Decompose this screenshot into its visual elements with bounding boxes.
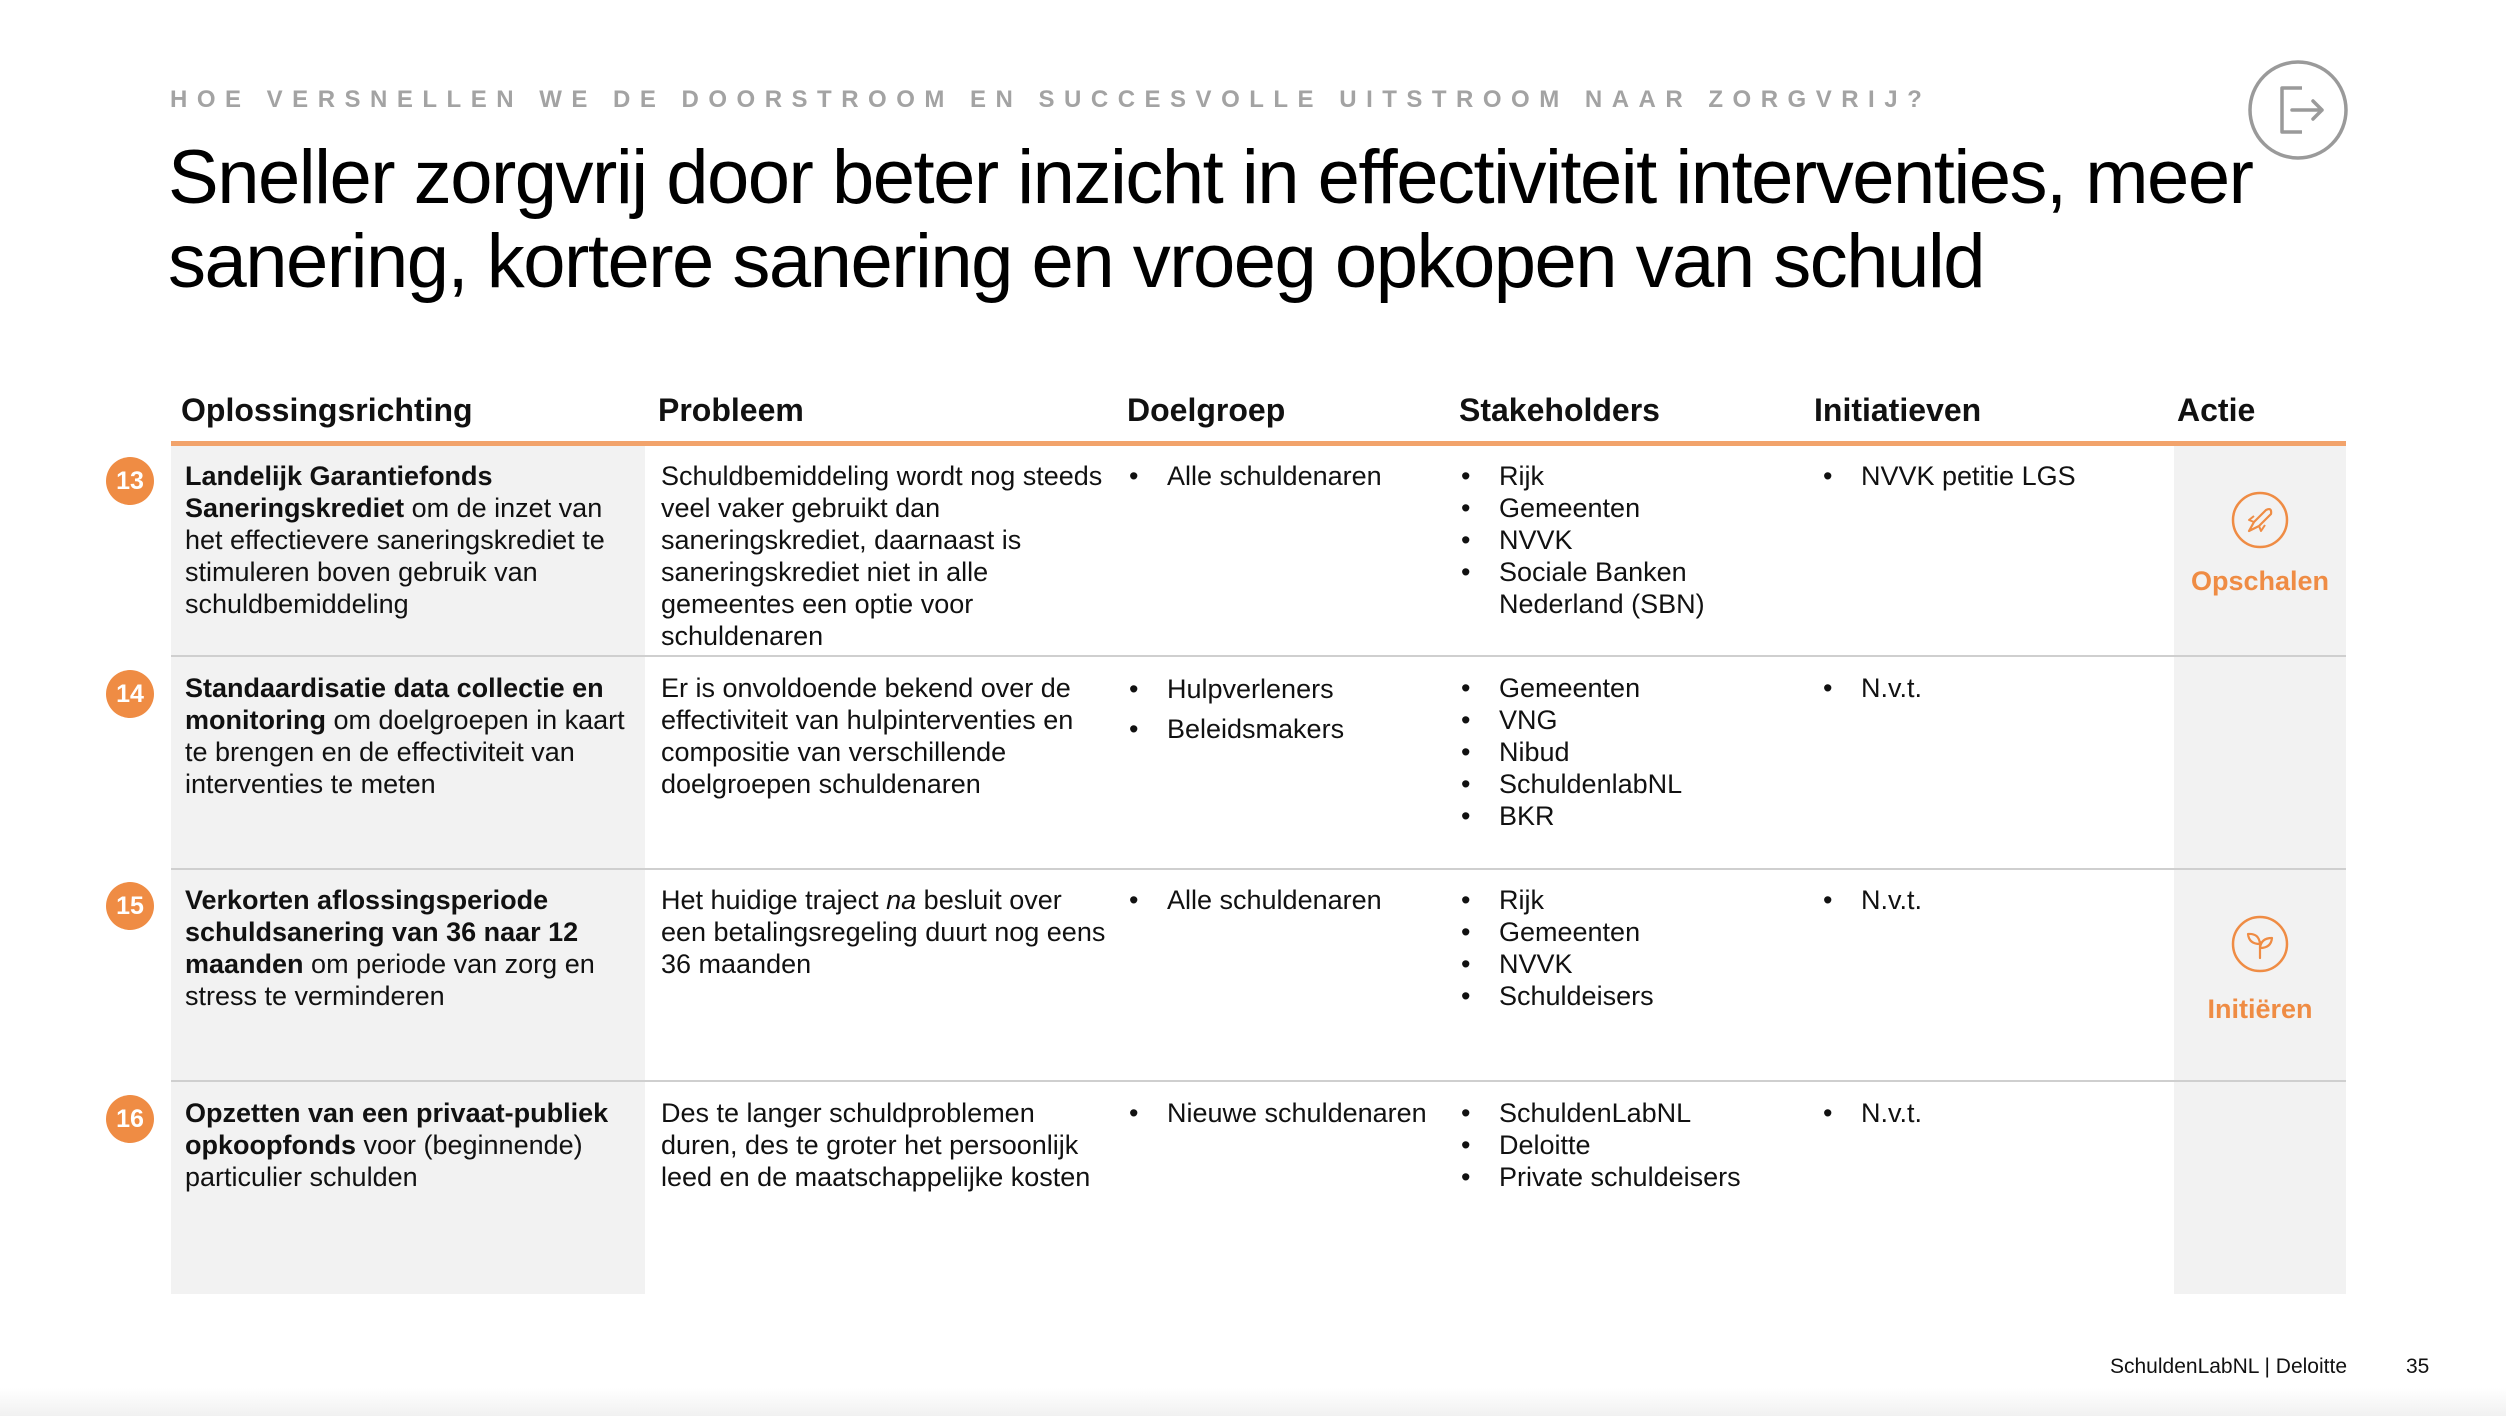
- initiative-item: • NVVK petitie LGS: [1823, 460, 2163, 492]
- stakeholder-item: • Gemeenten: [1461, 672, 1806, 704]
- row-number-badge: 15: [106, 882, 154, 930]
- target-group-item: • Hulpverleners: [1129, 673, 1449, 705]
- solution-cell: [185, 884, 635, 1012]
- action-label-opschalen: Opschalen: [2190, 566, 2330, 596]
- initiative-list: [1823, 1097, 2163, 1129]
- header-divider: [171, 441, 2346, 446]
- stakeholder-item: • Deloitte: [1461, 1129, 1806, 1161]
- problem-text: Schuldbemiddeling wordt nog steeds veel vaker gebruikt dan saneringskrediet, daarnaast is saneringskrediet niet in alle gemeentes een optie voor schuldenaren: [661, 461, 1103, 651]
- stakeholder-item: • NVVK: [1461, 524, 1806, 556]
- initiative-item: • N.v.t.: [1823, 1097, 2163, 1129]
- bottom-shade: [0, 1388, 2506, 1416]
- header-initiatieven: Initiatieven: [1814, 392, 1982, 428]
- stakeholder-item: • Private schuldeisers: [1461, 1161, 1806, 1193]
- target-group-item: • Alle schuldenaren: [1129, 460, 1449, 492]
- solution-cell: [185, 1097, 635, 1193]
- initiative-list: [1823, 672, 2163, 704]
- problem-text: besluit over een betalingsregeling duurt nog eens 36 maanden: [661, 885, 1106, 979]
- initiative-list: [1823, 884, 2163, 916]
- sprout-icon: [2230, 914, 2290, 974]
- row-number-badge: 14: [106, 670, 154, 718]
- page-title: Sneller zorgvrij door beter inzicht in effectiviteit interventies, meer sanering, kortere sanering en vroeg opkopen van schuld: [168, 135, 2253, 304]
- solution-title: Opzetten van een privaat-publiek opkoopfonds: [185, 1098, 609, 1160]
- stakeholder-item: • Gemeenten: [1461, 916, 1806, 948]
- initiative-item: • N.v.t.: [1823, 884, 2163, 916]
- solution-description: voor (beginnende) particulier schulden: [185, 1130, 583, 1192]
- row-number-badge: 16: [106, 1095, 154, 1143]
- problem-cell: [661, 672, 1111, 800]
- solutions-table: [116, 380, 2346, 1294]
- problem-emphasis: na: [886, 885, 917, 915]
- solution-title: Standaardisatie data collectie en monitoring: [185, 673, 604, 735]
- solution-title: Landelijk Garantiefonds Saneringskrediet: [185, 461, 493, 523]
- target-group-list: [1129, 460, 1449, 492]
- initiative-item: • N.v.t.: [1823, 672, 2163, 704]
- page-number: 35: [2406, 1355, 2430, 1378]
- target-group-item: • Nieuwe schuldenaren: [1129, 1097, 1449, 1129]
- footer-source: SchuldenLabNL | Deloitte: [2110, 1355, 2347, 1378]
- header-doelgroep: Doelgroep: [1127, 392, 1286, 428]
- stakeholder-item: • Gemeenten: [1461, 492, 1806, 524]
- section-subtitle: HOE VERSNELLEN WE DE DOORSTROOM EN SUCCESVOLLE UITSTROOM NAAR ZORGVRIJ?: [170, 86, 1932, 113]
- exit-icon[interactable]: [2246, 58, 2350, 162]
- problem-text: Des te langer schuldproblemen duren, des te groter het persoonlijk leed en de maatschappelijke kosten: [661, 1098, 1091, 1192]
- header-actie: Actie: [2177, 392, 2256, 428]
- target-group-list: [1129, 673, 1449, 745]
- action-label-initieren: Initiëren: [2207, 994, 2313, 1024]
- solution-description: om de inzet van het effectievere saneringskrediet te stimuleren boven gebruik van schuldbemiddeling: [185, 493, 605, 619]
- stakeholder-item: • NVVK: [1461, 948, 1806, 980]
- stakeholder-list: [1461, 460, 1806, 620]
- header-stakeholders: Stakeholders: [1459, 392, 1660, 428]
- initiative-list: [1823, 460, 2163, 492]
- stakeholder-list: [1461, 672, 1806, 832]
- row-divider: [171, 655, 2346, 657]
- target-group-item: • Beleidsmakers: [1129, 713, 1449, 745]
- stakeholder-item: • Rijk: [1461, 884, 1806, 916]
- problem-text: Er is onvoldoende bekend over de effectiviteit van hulpinterventies en compositie van verschillende doelgroepen schuldenaren: [661, 673, 1074, 799]
- solution-description: om doelgroepen in kaart te brengen en de effectiviteit van interventies te meten: [185, 705, 625, 799]
- stakeholder-item: • Rijk: [1461, 460, 1806, 492]
- target-group-list: [1129, 1097, 1449, 1129]
- solution-cell: [185, 460, 635, 620]
- stakeholder-item: • Sociale Banken Nederland (SBN): [1461, 556, 1806, 620]
- problem-text: Het huidige traject: [661, 885, 887, 915]
- row-divider: [171, 1080, 2346, 1082]
- solution-cell: [185, 672, 635, 800]
- stakeholder-item: • Nibud: [1461, 736, 1806, 768]
- stakeholder-item: • Schuldeisers: [1461, 980, 1806, 1012]
- stakeholder-item: • VNG: [1461, 704, 1806, 736]
- row-divider: [171, 868, 2346, 870]
- stakeholder-list: [1461, 884, 1806, 1012]
- target-group-item: • Alle schuldenaren: [1129, 884, 1449, 916]
- solution-title: Verkorten aflossingsperiode schuldsanering van 36 naar 12 maanden: [185, 885, 579, 979]
- problem-cell: [661, 884, 1111, 980]
- stakeholder-list: [1461, 1097, 1806, 1193]
- row-number-badge: 13: [106, 457, 154, 505]
- header-probleem: Probleem: [658, 392, 804, 428]
- solution-description: om periode van zorg en stress te verminderen: [185, 949, 595, 1011]
- rocket-icon: [2230, 490, 2290, 550]
- target-group-list: [1129, 884, 1449, 916]
- stakeholder-item: • SchuldenLabNL: [1461, 1097, 1806, 1129]
- problem-cell: [661, 460, 1111, 652]
- stakeholder-item: • SchuldenlabNL: [1461, 768, 1806, 800]
- problem-cell: [661, 1097, 1111, 1193]
- stakeholder-item: • BKR: [1461, 800, 1806, 832]
- header-oplossingsrichting: Oplossingsrichting: [181, 392, 473, 428]
